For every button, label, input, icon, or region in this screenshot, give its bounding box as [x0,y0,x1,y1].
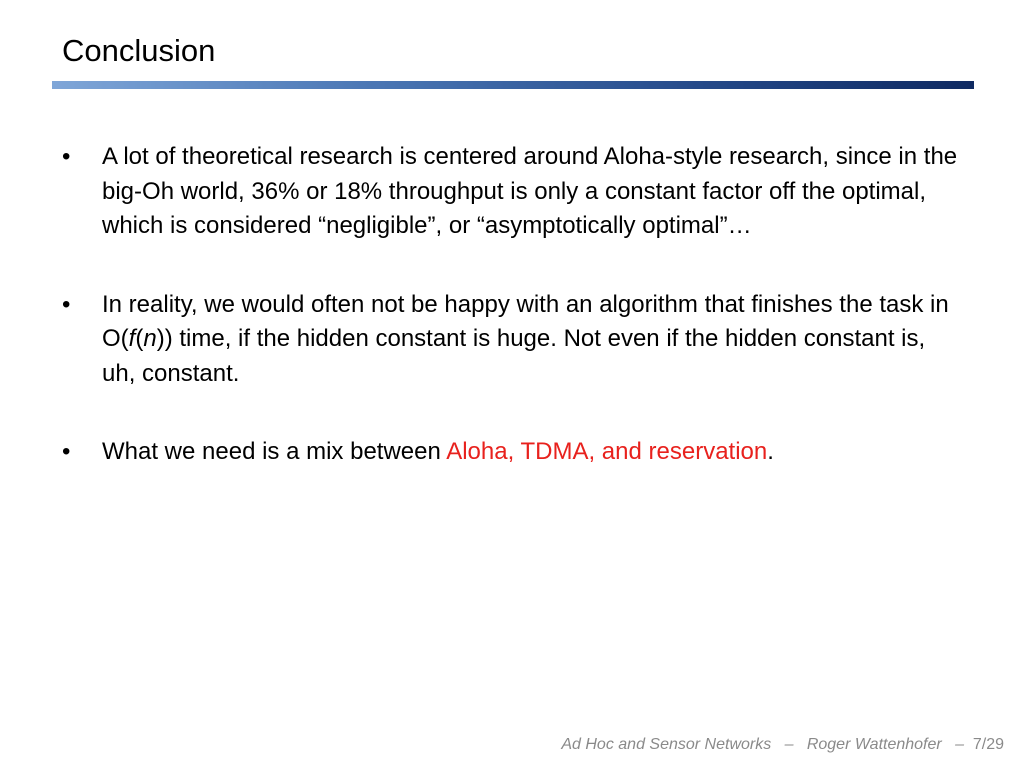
bullet-text-end: . [767,438,774,465]
math-n: n [143,325,157,352]
page-number: 7/29 [972,736,1004,753]
footer-separator: – [784,736,794,753]
slide-title: Conclusion [62,33,216,68]
bullet-marker: • [62,438,71,465]
bullet-marker: • [62,290,71,318]
footer-separator: – [955,736,964,753]
math-f: f [128,325,136,352]
bullet-item [62,140,962,244]
bullet-text-start: In reality, we would often not be happy with an algorithm that finishes the task in O( [102,290,949,352]
bullet-text: A lot of theoretical research is centered around Aloha-style research, since in the big-Oh world, 36% or 18% throughput is only a constant factor off the optimal, which is considered “negligible”, or “asymptotically optimal”… [102,143,958,239]
bullet-list [62,140,962,514]
bullet-item [62,435,962,470]
bullet-text-end: )) time, if the hidden constant is huge. Not even if the hidden constant is, uh, constant. [102,325,926,387]
slide-footer [561,736,1004,754]
bullet-text [102,435,962,470]
highlighted-text: Aloha, TDMA, and reservation [446,438,768,465]
footer-course: Ad Hoc and Sensor Networks [561,736,772,753]
bullet-text-start: What we need is a mix between [102,438,447,465]
bullet-marker: • [62,143,71,170]
title-divider-bar [52,81,974,89]
footer-author: Roger Wattenhofer [806,736,942,753]
bullet-text [102,288,962,392]
math-paren: ( [135,325,144,352]
bullet-item [62,288,962,392]
